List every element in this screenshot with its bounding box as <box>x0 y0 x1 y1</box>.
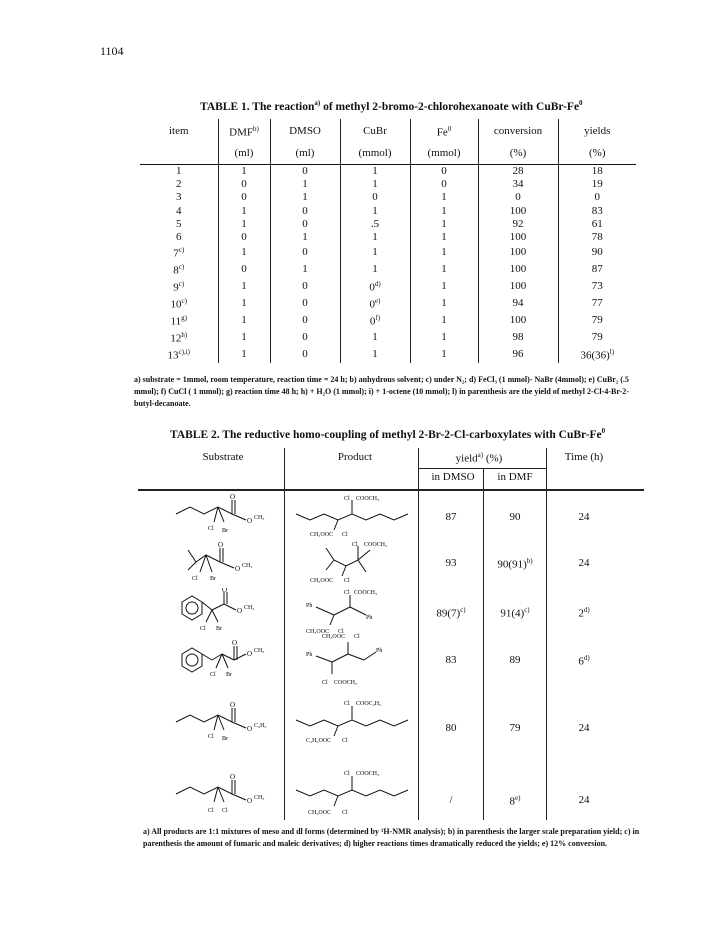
table2-r4-time-sup: d) <box>583 654 590 662</box>
table2-r4-dmso: 83 <box>445 654 457 666</box>
table2-yield-sup: a) <box>477 451 484 459</box>
svg-text:Ph: Ph <box>376 648 383 654</box>
svg-text:Cl: Cl <box>342 532 348 538</box>
product-1-structure <box>286 492 416 540</box>
table1-cell: 5 <box>176 217 182 230</box>
svg-text:Br: Br <box>210 576 216 582</box>
svg-text:Cl: Cl <box>192 576 198 582</box>
svg-text:COOCH₃: COOCH₃ <box>356 496 380 502</box>
page-number: 1104 <box>100 44 124 58</box>
table1-cell: 92 <box>478 218 558 231</box>
table2-r2-dmf-sup: b) <box>526 557 533 565</box>
table1-cell: 1 <box>340 346 410 363</box>
table1-cell: 1 <box>270 178 340 191</box>
svg-text:Cl: Cl <box>208 808 214 814</box>
svg-text:Cl: Cl <box>222 808 228 814</box>
table-row <box>140 295 636 312</box>
table1-header-unit-4: (mmol) <box>410 143 478 165</box>
table-row <box>140 244 636 261</box>
table2-header-product: Product <box>337 451 373 463</box>
table2-r6-dmf-sup: e) <box>515 794 521 802</box>
svg-text:Cl: Cl <box>208 526 214 532</box>
table2-caption-sup: 0 <box>601 427 606 435</box>
footnote-marker: c),i) <box>178 348 190 357</box>
table1-cell: 1 <box>218 205 270 218</box>
table1-cell: 1 <box>176 164 182 177</box>
svg-text:O: O <box>247 517 253 525</box>
table1-cell: 0 <box>270 205 340 218</box>
svg-text:Cl: Cl <box>344 771 350 777</box>
table1-cell: 1 <box>340 205 410 218</box>
svg-text:Cl: Cl <box>210 672 216 678</box>
table2-r3-time-sup: d) <box>583 606 590 614</box>
table1-cell: 12$^{h)}$ <box>170 331 188 345</box>
svg-text:O: O <box>247 797 253 805</box>
table1-cell: 79 <box>558 312 636 329</box>
table1-cell: 100 <box>478 278 558 295</box>
svg-text:CH₃OOC: CH₃OOC <box>310 532 334 538</box>
table1-cell: 28 <box>478 164 558 178</box>
table1-cell: 0 <box>218 261 270 278</box>
table1-cell: 100 <box>478 261 558 278</box>
footnote-marker: c) <box>181 297 187 306</box>
table1-header-2 <box>270 119 340 143</box>
svg-text:Br: Br <box>216 626 222 632</box>
svg-text:C₂H₅: C₂H₅ <box>254 723 267 729</box>
substrate-4-structure <box>172 636 284 682</box>
table2-r4-time <box>548 654 620 668</box>
substrate-6-structure <box>170 768 282 816</box>
table1-cell: 87 <box>558 261 636 278</box>
product-6-structure <box>286 766 416 816</box>
svg-text:Cl: Cl <box>344 590 350 596</box>
svg-text:Cl: Cl <box>322 680 328 686</box>
table1-cell: .5 <box>340 218 410 231</box>
table2-r5-time: 24 <box>578 722 590 734</box>
table1-cell: 7$^{c)}$ <box>173 246 185 261</box>
table2-r1-dmf: 90 <box>509 511 521 523</box>
table2-footnote: a) All products are 1:1 mixtures of meso and dl forms (determined by ¹H-NMR analysis); b) in parenthesis the larger scale preparation yield; c) in parenthesis the amount of fumaric and maleic derivatives; d) higher reactions times dramatically reduced the yields; e) 12% conversion. <box>143 827 640 848</box>
footnote-marker: c) <box>178 263 185 272</box>
table1-cell: 1 <box>410 231 478 244</box>
svg-text:CH₃: CH₃ <box>254 795 265 801</box>
svg-text:O: O <box>247 650 253 658</box>
table1-header-unit-6: (%) <box>558 143 636 165</box>
table-row <box>140 329 636 346</box>
table2-r6-time: 24 <box>578 794 590 806</box>
table2-yield-divider <box>418 468 546 469</box>
table1-cell: 1 <box>410 261 478 278</box>
table1-cell: 0 <box>218 231 270 244</box>
table1-cell: 1 <box>340 244 410 261</box>
table1-cell: 8$^{c)}$ <box>173 263 185 278</box>
table1-cell: 1 <box>218 295 270 312</box>
table2-vline-4 <box>546 448 547 820</box>
table2-r6-dmso: / <box>449 794 453 806</box>
table1-cell: 0 <box>270 346 340 363</box>
table1-cell: 0$^{d)}$ <box>340 278 410 295</box>
svg-text:O: O <box>222 588 228 594</box>
table-row <box>140 312 636 329</box>
table1-cell: 18 <box>558 164 636 178</box>
table1-cell: 79 <box>558 329 636 346</box>
svg-text:COOCH₃: COOCH₃ <box>356 771 380 777</box>
svg-text:Cl: Cl <box>344 701 350 707</box>
substrate-1-structure <box>170 492 282 536</box>
svg-text:Ph: Ph <box>366 615 373 621</box>
table1-cell: 1 <box>218 278 270 295</box>
svg-text:Br: Br <box>222 736 228 742</box>
table1-cell: 77 <box>558 295 636 312</box>
table1-cell: 9$^{c)}$ <box>173 280 185 294</box>
svg-text:Cl: Cl <box>344 496 350 502</box>
table-row <box>140 231 636 244</box>
footnote-marker: d) <box>374 280 381 289</box>
svg-text:CH₃OOC: CH₃OOC <box>310 578 334 584</box>
table2-r5-dmso: 80 <box>445 722 457 734</box>
table1-cell: 19 <box>558 178 636 191</box>
table1-cell: 0 <box>410 178 478 191</box>
table1-cell: 3 <box>176 191 182 204</box>
svg-text:COOCH₃: COOCH₃ <box>354 590 378 596</box>
footnote-marker: f) <box>375 314 381 323</box>
table1-header-6 <box>558 119 636 143</box>
table2-yield-unit: (%) <box>483 452 503 465</box>
table1-caption-rest: of methyl 2-bromo-2-chlorohexanoate with CuBr-Fe <box>320 100 580 113</box>
table2-r3-dmf-sup: c) <box>524 606 530 614</box>
svg-text:Ph: Ph <box>306 652 313 658</box>
table1-cell: 0 <box>270 218 340 231</box>
table2-r3-dmf <box>484 606 546 620</box>
svg-text:CH₃OOC: CH₃OOC <box>322 634 346 640</box>
footnote-marker: g) <box>181 314 187 323</box>
table1-header-unit-5: (%) <box>478 143 558 165</box>
table1-header-label: item <box>168 124 189 137</box>
table1-cell: 1 <box>410 346 478 363</box>
svg-text:O: O <box>232 639 238 647</box>
svg-text:CH₃: CH₃ <box>254 515 265 521</box>
table1-cell: 1 <box>410 329 478 346</box>
table-row <box>140 218 636 231</box>
table2-r4-time-val: 6 <box>578 655 584 668</box>
table1-header-1 <box>218 119 270 143</box>
table1-cell: 1 <box>340 231 410 244</box>
table1-cell: 1 <box>218 164 270 178</box>
svg-text:Cl: Cl <box>342 738 348 744</box>
svg-text:Cl: Cl <box>208 734 214 740</box>
svg-text:COOCH₃: COOCH₃ <box>334 680 358 686</box>
svg-text:CH₃OOC: CH₃OOC <box>308 810 332 816</box>
table1-caption-sup: a) <box>314 99 321 107</box>
table2-r3-dmf-val: 91(4) <box>500 607 525 620</box>
table1-cell: 10$^{c)}$ <box>170 297 187 311</box>
table2-r6-dmf <box>484 794 546 808</box>
table1-cell: 0$^{e)}$ <box>340 295 410 312</box>
table1-header-label: yields <box>584 124 611 137</box>
table2-r3-dmso <box>420 606 482 620</box>
table1-cell: 1 <box>218 312 270 329</box>
svg-text:CH₃: CH₃ <box>254 648 265 654</box>
svg-text:CH₃: CH₃ <box>244 605 255 611</box>
table-row <box>140 191 636 204</box>
table1-cell: 1 <box>410 312 478 329</box>
table1-cell: 0 <box>478 191 558 204</box>
table1-cell: 2 <box>176 177 182 190</box>
svg-text:Cl: Cl <box>344 578 350 584</box>
product-5-structure <box>286 696 416 746</box>
table1-cell: 1 <box>410 278 478 295</box>
table1-caption-main: TABLE 1. The reaction <box>200 100 315 113</box>
substrate-5-structure <box>170 698 282 744</box>
table1-cell: 0 <box>270 278 340 295</box>
svg-text:Cl: Cl <box>342 810 348 816</box>
table1-header-unit-0 <box>140 143 218 165</box>
table1-header-3 <box>340 119 410 143</box>
table1-header-unit-3: (mmol) <box>340 143 410 165</box>
table2-vline-1 <box>284 448 285 820</box>
svg-text:O: O <box>247 725 253 733</box>
table1-cell: 83 <box>558 205 636 218</box>
table1-cell: 1 <box>218 244 270 261</box>
table-row <box>140 164 636 178</box>
table2-caption <box>170 427 605 441</box>
svg-text:Cl: Cl <box>352 542 358 548</box>
svg-text:O: O <box>218 541 224 549</box>
table1-cell: 1 <box>340 178 410 191</box>
svg-text:O: O <box>237 607 243 615</box>
table1-cell: 1 <box>410 205 478 218</box>
table2-r6-dmf-val: 8 <box>509 795 516 808</box>
table1-header-label: DMF <box>229 126 253 139</box>
table1-cell: 100 <box>478 205 558 218</box>
substrate-3-structure <box>172 588 284 634</box>
table1-header-label: conversion <box>493 124 543 137</box>
table1-cell: 1 <box>340 329 410 346</box>
svg-text:O: O <box>235 565 241 573</box>
table1-caption-end-sup: 0 <box>579 99 583 107</box>
product-3-structure <box>286 585 416 635</box>
table1-cell: 73 <box>558 278 636 295</box>
product-4-structure <box>286 630 416 690</box>
table1-cell: 1 <box>410 218 478 231</box>
table1-cell: 4 <box>176 204 182 217</box>
table1-cell: 1 <box>270 261 340 278</box>
table1-cell: 1 <box>340 261 410 278</box>
table1-cell: $13^{c),i)}$ <box>167 348 190 362</box>
table2-header-in-dmf: in DMF <box>497 471 533 483</box>
svg-text:CH₃: CH₃ <box>242 563 253 569</box>
table2-header-in-dmso: in DMSO <box>431 471 475 483</box>
table2-r3-dmso-sup: c) <box>460 606 466 614</box>
svg-text:Ph: Ph <box>306 603 313 609</box>
table1-cell: 1 <box>410 295 478 312</box>
table2-r4-dmf: 89 <box>509 654 521 666</box>
table1-cell: 78 <box>558 231 636 244</box>
table1-footnote: a) substrate = 1mmol, room temperature, reaction time = 24 h; b) anhydrous solvent; c) under N₂; d) FeCl₃ (1 mmol)- NaBr (4mmol); e) CuBr₂ (.5 mmol); f) CuCl ( 1 mmol); g) reaction time 48 h; h) + H₂O (1 mmol); i) + 1-octene (10 mmol); l) in parenthesis are the yield of methyl 2-Cl-4-Br-2-butyl-decanoate. <box>134 375 629 408</box>
table2-r2-dmf-val: 90(91) <box>497 558 527 571</box>
svg-text:Br: Br <box>226 672 232 678</box>
table2-caption-text: TABLE 2. The reductive homo-coupling of methyl 2-Br-2-Cl-carboxylates with CuBr-Fe <box>170 428 602 441</box>
table2-r2-dmso: 93 <box>445 557 457 569</box>
svg-text:COOCH₃: COOCH₃ <box>364 542 388 548</box>
svg-text:Br: Br <box>222 528 228 534</box>
table1-header-unit-1: (ml) <box>218 143 270 165</box>
footnote-marker: e) <box>375 297 381 306</box>
table1-cell: 0 <box>218 191 270 204</box>
substrate-2-structure <box>172 540 284 584</box>
footnote-marker: l) <box>609 348 615 357</box>
footnote-marker: c) <box>178 280 185 289</box>
svg-text:O: O <box>230 493 236 501</box>
table2-r1-dmso: 87 <box>445 511 457 523</box>
table1-header-label: Fe <box>436 126 448 139</box>
table1-header-5 <box>478 119 558 143</box>
table1-cell: 11$^{g)}$ <box>170 314 187 328</box>
table1-caption <box>200 99 583 113</box>
table2-r2-time: 24 <box>578 557 590 569</box>
svg-text:CH₃OOC: CH₃OOC <box>306 629 330 635</box>
table1-cell: 100 <box>478 244 558 261</box>
table1-cell: 0 <box>270 295 340 312</box>
table1-cell: 94 <box>478 295 558 312</box>
table2-header-yield <box>420 451 538 465</box>
table1-cell: 1 <box>410 244 478 261</box>
table1-header-label: DMSO <box>289 124 321 137</box>
table1-cell: 1 <box>218 218 270 231</box>
table-row <box>140 278 636 295</box>
table1-cell: 0 <box>270 244 340 261</box>
table1-cell: $36(36)^{l)}$ <box>558 346 636 363</box>
svg-text:Cl: Cl <box>354 634 360 640</box>
table1-cell: 0 <box>410 164 478 178</box>
table-row <box>140 346 636 363</box>
table1-header-0 <box>140 119 218 143</box>
table1-cell: 0 <box>340 191 410 204</box>
table1-header-label: CuBr <box>363 124 387 137</box>
svg-text:C₂H₅OOC: C₂H₅OOC <box>306 738 332 744</box>
table2-header-substrate: Substrate <box>202 451 244 463</box>
table-row <box>140 205 636 218</box>
footnote-marker: h) <box>181 331 188 340</box>
table1-cell: 34 <box>478 178 558 191</box>
table1-cell: 0$^{f)}$ <box>340 312 410 329</box>
svg-text:COOC₂H₅: COOC₂H₅ <box>356 701 382 707</box>
table1-cell: 1 <box>218 346 270 363</box>
table1-cell: 0 <box>558 191 636 204</box>
svg-text:O: O <box>230 773 236 781</box>
table1-header-4 <box>410 119 478 143</box>
table1-cell: 90 <box>558 244 636 261</box>
table2-r3-time <box>548 606 620 620</box>
table2-r3-dmso-val: 89(7) <box>436 607 461 620</box>
table1 <box>140 119 636 363</box>
table1-cell: 61 <box>558 218 636 231</box>
table1-cell: 100 <box>478 312 558 329</box>
table-row <box>140 178 636 191</box>
table1-cell: 1 <box>270 191 340 204</box>
footnote-marker: c) <box>178 246 185 255</box>
table2-header-time: Time (h) <box>564 451 604 463</box>
table2-r2-dmf <box>484 557 546 571</box>
table1-cell: 1 <box>410 191 478 204</box>
table2-header-rule <box>138 489 644 491</box>
table2-yield-label: yield <box>455 452 478 465</box>
table1-cell: 96 <box>478 346 558 363</box>
table1-header-sup: 0 <box>447 125 452 133</box>
table1-cell: 98 <box>478 329 558 346</box>
table2-r5-dmf: 79 <box>509 722 521 734</box>
table-row <box>140 261 636 278</box>
table1-cell: 1 <box>340 164 410 178</box>
svg-text:Cl: Cl <box>338 629 344 635</box>
table1-header-unit-2: (ml) <box>270 143 340 165</box>
table1-cell: 6 <box>176 231 182 244</box>
table2-vline-2 <box>418 448 419 820</box>
table1-cell: 0 <box>270 312 340 329</box>
product-2-structure <box>286 538 416 586</box>
table1-cell: 1 <box>270 231 340 244</box>
table1-cell: 100 <box>478 231 558 244</box>
table1-cell: 0 <box>270 329 340 346</box>
table1-header-sup: b) <box>253 125 259 133</box>
table1-cell: 0 <box>270 164 340 178</box>
table2-r1-time: 24 <box>578 511 590 523</box>
table1-cell: 0 <box>218 178 270 191</box>
svg-text:Cl: Cl <box>200 626 206 632</box>
svg-text:O: O <box>230 701 236 709</box>
table1-cell: 1 <box>218 329 270 346</box>
table2-r3-time-val: 2 <box>578 607 584 620</box>
